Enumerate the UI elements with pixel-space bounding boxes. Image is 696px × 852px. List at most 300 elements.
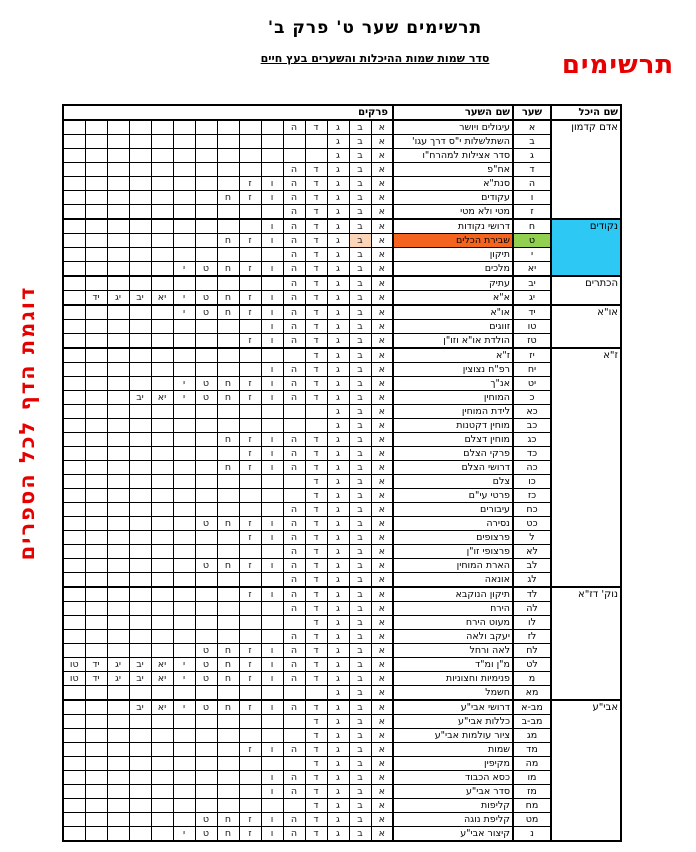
table-row xyxy=(63,405,621,419)
chapter-cell: ט xyxy=(195,559,217,573)
chapter-cell-empty xyxy=(129,757,151,771)
chapter-cell-empty xyxy=(195,334,217,349)
chapter-cell: ד xyxy=(305,433,327,447)
chapter-cell: ב xyxy=(349,234,371,248)
chapter-cell-empty xyxy=(85,700,107,715)
chapter-cell-empty xyxy=(107,149,129,163)
chapter-cell-empty xyxy=(173,602,195,616)
gate-name-cell: או"א xyxy=(393,305,513,320)
chapter-cell-empty xyxy=(195,248,217,262)
gate-name-cell: עקודים xyxy=(393,191,513,205)
chapter-cell: ו xyxy=(261,320,283,334)
chapter-cell-empty xyxy=(217,573,239,588)
chapter-cell: א xyxy=(371,163,393,177)
chapter-cell: ח xyxy=(217,644,239,658)
chapter-cell: ז xyxy=(239,813,261,827)
chapter-cell-empty xyxy=(85,799,107,813)
chapter-cell: ו xyxy=(261,827,283,842)
chapter-cell-empty xyxy=(151,348,173,363)
gates-table-wrapper xyxy=(62,104,622,842)
chapter-cell: ז xyxy=(239,700,261,715)
chapter-cell-empty xyxy=(217,602,239,616)
chapter-cell: ב xyxy=(349,120,371,135)
chapter-cell: ט xyxy=(195,672,217,686)
chapter-cell-empty xyxy=(173,320,195,334)
chapter-cell: ו xyxy=(261,305,283,320)
chapter-cell-empty xyxy=(63,813,85,827)
gate-cell: א xyxy=(513,120,551,135)
chapter-cell: ב xyxy=(349,419,371,433)
chapter-cell-empty xyxy=(261,573,283,588)
chapter-cell-empty xyxy=(217,177,239,191)
chapter-cell: ו xyxy=(261,262,283,277)
chapter-cell-empty xyxy=(195,405,217,419)
chapter-cell: ו xyxy=(261,813,283,827)
chapter-cell: ג xyxy=(327,419,349,433)
chapter-cell-empty xyxy=(283,405,305,419)
chapter-cell: ט xyxy=(195,700,217,715)
gate-cell: לב xyxy=(513,559,551,573)
chapter-cell-empty xyxy=(107,630,129,644)
chapter-cell: ה xyxy=(283,461,305,475)
table-row xyxy=(63,334,621,349)
chapter-cell: יב xyxy=(129,291,151,306)
chapter-cell-empty xyxy=(305,135,327,149)
chapter-cell-empty xyxy=(239,715,261,729)
chapter-cell-empty xyxy=(173,276,195,291)
chapter-cell: ה xyxy=(283,771,305,785)
table-row xyxy=(63,531,621,545)
gate-name-cell: פרטי עי"ם xyxy=(393,489,513,503)
chapter-cell-empty xyxy=(261,602,283,616)
chapter-cell: ה xyxy=(283,672,305,686)
gate-name-cell: שמות xyxy=(393,743,513,757)
chapter-cell: ז xyxy=(239,587,261,602)
chapter-cell: ו xyxy=(261,658,283,672)
chapter-cell-empty xyxy=(261,475,283,489)
chapter-cell-empty xyxy=(173,205,195,220)
chapter-cell: ב xyxy=(349,757,371,771)
gate-name-cell: א"א xyxy=(393,291,513,306)
table-row xyxy=(63,348,621,363)
chapter-cell-empty xyxy=(261,405,283,419)
chapter-cell: ה xyxy=(283,391,305,405)
gate-name-cell: מקיפין xyxy=(393,757,513,771)
gate-cell: מט xyxy=(513,813,551,827)
chapter-cell-empty xyxy=(283,149,305,163)
chapter-cell: ו xyxy=(261,672,283,686)
chapter-cell-empty xyxy=(151,630,173,644)
table-row xyxy=(63,672,621,686)
chapter-cell: א xyxy=(371,715,393,729)
chapter-cell: ג xyxy=(327,391,349,405)
chapter-cell: ז xyxy=(239,531,261,545)
chapter-cell: ד xyxy=(305,248,327,262)
gate-name-cell: מוחין דצלם xyxy=(393,433,513,447)
chapter-cell-empty xyxy=(151,320,173,334)
chapter-cell-empty xyxy=(283,348,305,363)
chapter-cell-empty xyxy=(173,149,195,163)
chapter-cell-empty xyxy=(129,149,151,163)
chapter-cell-empty xyxy=(63,785,85,799)
gate-name-cell: סדר אבי"ע xyxy=(393,785,513,799)
chapter-cell: ז xyxy=(239,743,261,757)
chapter-cell: א xyxy=(371,757,393,771)
chapter-cell: ד xyxy=(305,205,327,220)
chapter-cell-empty xyxy=(151,517,173,531)
chapter-cell: ו xyxy=(261,391,283,405)
chapter-cell: ו xyxy=(261,531,283,545)
chapter-cell: ב xyxy=(349,545,371,559)
chapter-cell: ג xyxy=(327,587,349,602)
chapter-cell-empty xyxy=(261,205,283,220)
chapter-cell-empty xyxy=(63,405,85,419)
chapter-cell: ב xyxy=(349,433,371,447)
chapter-cell: א xyxy=(371,517,393,531)
chapter-cell-empty xyxy=(129,405,151,419)
chapter-cell-empty xyxy=(261,545,283,559)
chapter-cell: ו xyxy=(261,377,283,391)
chapter-cell-empty xyxy=(151,743,173,757)
chapter-cell-empty xyxy=(107,743,129,757)
chapter-cell-empty xyxy=(151,531,173,545)
chapter-cell-empty xyxy=(283,616,305,630)
gate-cell: ג xyxy=(513,149,551,163)
chapter-cell-empty xyxy=(217,149,239,163)
gate-name-cell: סדר אצילות למהרח"ו xyxy=(393,149,513,163)
chapter-cell-empty xyxy=(195,771,217,785)
chapter-cell-empty xyxy=(63,120,85,135)
chapter-cell-empty xyxy=(85,191,107,205)
chapter-cell-empty xyxy=(63,545,85,559)
chapter-cell: ו xyxy=(261,771,283,785)
chapter-cell: ב xyxy=(349,248,371,262)
chapter-cell-empty xyxy=(63,391,85,405)
chapter-cell-empty xyxy=(129,363,151,377)
chapter-cell: ז xyxy=(239,644,261,658)
chapter-cell-empty xyxy=(107,545,129,559)
chapter-cell: ה xyxy=(283,644,305,658)
table-row xyxy=(63,248,621,262)
table-row xyxy=(63,587,621,602)
chapter-cell: ה xyxy=(283,587,305,602)
chapter-cell: א xyxy=(371,391,393,405)
chapter-cell: ז xyxy=(239,177,261,191)
chapter-cell-empty xyxy=(239,503,261,517)
gate-name-cell: מטי ולא מטי xyxy=(393,205,513,220)
table-row xyxy=(63,602,621,616)
gate-cell: ב xyxy=(513,135,551,149)
chapter-cell: א xyxy=(371,587,393,602)
chapter-cell-empty xyxy=(195,715,217,729)
chapter-cell-empty xyxy=(217,135,239,149)
chapter-cell: ז xyxy=(239,672,261,686)
chapter-cell-empty xyxy=(151,771,173,785)
chapter-cell: ב xyxy=(349,729,371,743)
chapter-cell: א xyxy=(371,489,393,503)
chapter-cell-empty xyxy=(261,135,283,149)
gate-cell: מד xyxy=(513,743,551,757)
chapter-cell-empty xyxy=(173,191,195,205)
chapter-cell: ג xyxy=(327,447,349,461)
chapter-cell: ו xyxy=(261,191,283,205)
chapter-cell-empty xyxy=(63,320,85,334)
gate-name-cell: אנ"ך xyxy=(393,377,513,391)
gate-cell: מב-א xyxy=(513,700,551,715)
chapter-cell: ד xyxy=(305,644,327,658)
chapter-cell: ד xyxy=(305,729,327,743)
chapter-cell-empty xyxy=(129,419,151,433)
chapter-cell: טו xyxy=(63,658,85,672)
chapter-cell-empty xyxy=(151,461,173,475)
chapter-cell-empty xyxy=(85,813,107,827)
chapter-cell-empty xyxy=(85,785,107,799)
chapter-cell: ב xyxy=(349,149,371,163)
table-row xyxy=(63,503,621,517)
chapter-cell: ז xyxy=(239,461,261,475)
chapter-cell-empty xyxy=(173,419,195,433)
chapter-cell: יב xyxy=(129,391,151,405)
chapter-cell-empty xyxy=(129,348,151,363)
chapter-cell: א xyxy=(371,276,393,291)
chapter-cell-empty xyxy=(239,573,261,588)
table-row xyxy=(63,419,621,433)
chapter-cell-empty xyxy=(151,587,173,602)
chapter-cell-empty xyxy=(85,447,107,461)
chapter-cell: ח xyxy=(217,262,239,277)
chapter-cell: ג xyxy=(327,771,349,785)
chapter-cell-empty xyxy=(173,757,195,771)
chapter-cell: ה xyxy=(283,630,305,644)
chapter-cell-empty xyxy=(195,447,217,461)
heichal-cell: אבי"ע xyxy=(551,700,621,841)
chapter-cell-empty xyxy=(151,219,173,234)
chapter-cell: ט xyxy=(195,291,217,306)
chapter-cell-empty xyxy=(107,686,129,701)
chapter-cell-empty xyxy=(107,827,129,842)
chapter-cell-empty xyxy=(195,503,217,517)
chapter-cell-empty xyxy=(239,205,261,220)
chapter-cell-empty xyxy=(217,715,239,729)
chapter-cell: ה xyxy=(283,305,305,320)
chapter-cell: ח xyxy=(217,700,239,715)
chapter-cell-empty xyxy=(63,700,85,715)
chapter-cell-empty xyxy=(107,433,129,447)
chapter-cell-empty xyxy=(151,757,173,771)
chapter-cell-empty xyxy=(129,517,151,531)
corner-label: תרשימים xyxy=(561,50,675,80)
chapter-cell-empty xyxy=(261,163,283,177)
gate-name-cell: קליפת נוגה xyxy=(393,813,513,827)
chapter-cell-empty xyxy=(217,163,239,177)
gate-cell: לה xyxy=(513,602,551,616)
chapter-cell: ב xyxy=(349,447,371,461)
chapter-cell-empty xyxy=(85,419,107,433)
chapter-cell-empty xyxy=(85,377,107,391)
chapter-cell-empty xyxy=(195,602,217,616)
gate-name-cell: צלם xyxy=(393,475,513,489)
chapter-cell-empty xyxy=(107,135,129,149)
chapter-cell: ב xyxy=(349,771,371,785)
chapter-cell: ד xyxy=(305,276,327,291)
chapter-cell: א xyxy=(371,363,393,377)
chapter-cell-empty xyxy=(85,503,107,517)
chapter-cell-empty xyxy=(129,771,151,785)
chapter-cell: ג xyxy=(327,658,349,672)
chapter-cell: א xyxy=(371,827,393,842)
gate-name-cell: ז"א xyxy=(393,348,513,363)
chapter-cell: א xyxy=(371,205,393,220)
chapter-cell: ד xyxy=(305,602,327,616)
chapter-cell: א xyxy=(371,405,393,419)
chapter-cell-empty xyxy=(129,334,151,349)
chapter-cell: ג xyxy=(327,135,349,149)
chapter-cell: ח xyxy=(217,191,239,205)
chapter-cell-empty xyxy=(85,686,107,701)
chapter-cell-empty xyxy=(261,276,283,291)
chapter-cell-empty xyxy=(239,419,261,433)
chapter-cell-empty xyxy=(217,334,239,349)
chapter-cell-empty xyxy=(63,219,85,234)
chapter-cell-empty xyxy=(151,447,173,461)
chapter-cell-empty xyxy=(217,489,239,503)
chapter-cell: ג xyxy=(327,672,349,686)
chapter-cell: ט xyxy=(195,827,217,842)
chapter-cell: ה xyxy=(283,234,305,248)
gate-cell: כ xyxy=(513,391,551,405)
table-row xyxy=(63,517,621,531)
gate-name-cell: פרצופי זו"ן xyxy=(393,545,513,559)
chapter-cell-empty xyxy=(107,475,129,489)
chapter-cell-empty xyxy=(151,363,173,377)
chapter-cell-empty xyxy=(85,559,107,573)
chapter-cell: ג xyxy=(327,291,349,306)
chapter-cell: ד xyxy=(305,531,327,545)
chapter-cell: ב xyxy=(349,219,371,234)
chapter-cell: ג xyxy=(327,276,349,291)
chapter-cell-empty xyxy=(217,729,239,743)
chapter-cell: א xyxy=(371,461,393,475)
chapter-cell-empty xyxy=(195,616,217,630)
chapter-cell-empty xyxy=(63,135,85,149)
chapter-cell-empty xyxy=(129,276,151,291)
gate-cell: יג xyxy=(513,291,551,306)
chapter-cell-empty xyxy=(129,616,151,630)
chapter-cell: א xyxy=(371,191,393,205)
chapter-cell: ג xyxy=(327,743,349,757)
header-heichal: שם היכל xyxy=(551,105,621,120)
chapter-cell-empty xyxy=(217,120,239,135)
chapter-cell: ב xyxy=(349,348,371,363)
chapter-cell: ג xyxy=(327,799,349,813)
chapter-cell: א xyxy=(371,475,393,489)
chapter-cell-empty xyxy=(63,447,85,461)
chapter-cell-empty xyxy=(129,163,151,177)
chapter-cell: ד xyxy=(305,785,327,799)
gate-name-cell: פרקי הצלם xyxy=(393,447,513,461)
chapter-cell: ו xyxy=(261,291,283,306)
chapter-cell: ז xyxy=(239,291,261,306)
chapter-cell-empty xyxy=(63,489,85,503)
table-row xyxy=(63,573,621,588)
table-row xyxy=(63,715,621,729)
chapter-cell-empty xyxy=(85,234,107,248)
chapter-cell: ב xyxy=(349,391,371,405)
chapter-cell-empty xyxy=(173,545,195,559)
gate-cell: כב xyxy=(513,419,551,433)
table-row xyxy=(63,461,621,475)
chapter-cell-empty xyxy=(107,320,129,334)
chapter-cell-empty xyxy=(85,771,107,785)
chapter-cell: ד xyxy=(305,700,327,715)
chapter-cell: ג xyxy=(327,348,349,363)
chapter-cell-empty xyxy=(261,686,283,701)
gate-name-cell: פרצופים xyxy=(393,531,513,545)
chapter-cell-empty xyxy=(195,320,217,334)
gate-cell: ט xyxy=(513,234,551,248)
gate-name-cell: לידת המוחין xyxy=(393,405,513,419)
chapter-cell: ה xyxy=(283,334,305,349)
chapter-cell: א xyxy=(371,531,393,545)
chapter-cell: ג xyxy=(327,531,349,545)
chapter-cell-empty xyxy=(63,291,85,306)
table-row xyxy=(63,363,621,377)
chapter-cell: ז xyxy=(239,433,261,447)
chapter-cell: ג xyxy=(327,686,349,701)
chapter-cell: ד xyxy=(305,163,327,177)
chapter-cell: ג xyxy=(327,559,349,573)
chapter-cell-empty xyxy=(239,348,261,363)
chapter-cell-empty xyxy=(151,827,173,842)
chapter-cell-empty xyxy=(107,644,129,658)
gate-name-cell: אונאה xyxy=(393,573,513,588)
chapter-cell-empty xyxy=(261,616,283,630)
chapter-cell: ב xyxy=(349,602,371,616)
chapter-cell: יג xyxy=(107,658,129,672)
chapter-cell: ט xyxy=(195,305,217,320)
chapter-cell: ד xyxy=(305,234,327,248)
chapter-cell: ד xyxy=(305,320,327,334)
chapter-cell: ד xyxy=(305,771,327,785)
chapter-cell-empty xyxy=(85,461,107,475)
chapter-cell-empty xyxy=(173,219,195,234)
gate-cell: כג xyxy=(513,433,551,447)
gate-name-cell: קליפות xyxy=(393,799,513,813)
chapter-cell: ב xyxy=(349,503,371,517)
table-row xyxy=(63,545,621,559)
table-row xyxy=(63,644,621,658)
chapter-cell: א xyxy=(371,305,393,320)
chapter-cell: ה xyxy=(283,120,305,135)
chapter-cell: ד xyxy=(305,545,327,559)
chapter-cell: א xyxy=(371,433,393,447)
chapter-cell-empty xyxy=(107,813,129,827)
chapter-cell-empty xyxy=(85,363,107,377)
chapter-cell: ד xyxy=(305,348,327,363)
gate-name-cell: ציור עולמות אבי"ע xyxy=(393,729,513,743)
chapter-cell-empty xyxy=(151,262,173,277)
chapter-cell-empty xyxy=(107,757,129,771)
chapter-cell-empty xyxy=(239,602,261,616)
chapter-cell: ח xyxy=(217,672,239,686)
chapter-cell: א xyxy=(371,644,393,658)
gate-cell: ו xyxy=(513,191,551,205)
gate-name-cell: תיקון הנוקבא xyxy=(393,587,513,602)
chapter-cell: ד xyxy=(305,461,327,475)
chapter-cell: ה xyxy=(283,559,305,573)
chapter-cell-empty xyxy=(173,433,195,447)
chapter-cell-empty xyxy=(217,757,239,771)
